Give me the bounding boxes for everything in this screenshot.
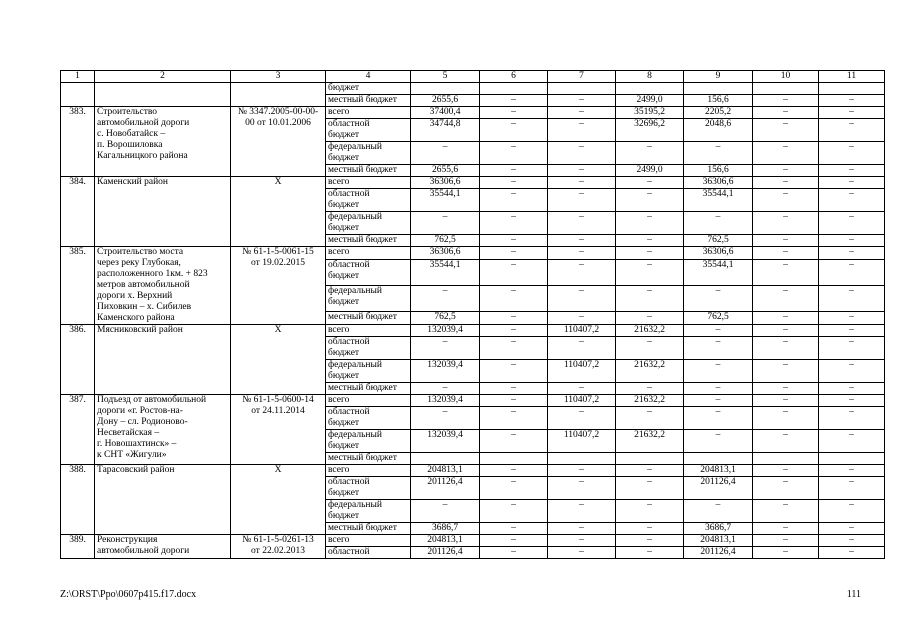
value-cell: [480, 83, 548, 95]
value-cell: 110407,2: [548, 395, 616, 407]
funding-source: местный бюджет: [326, 383, 411, 395]
value-cell: 21632,2: [616, 360, 684, 383]
value-cell: –: [753, 142, 819, 165]
value-cell: –: [480, 325, 548, 337]
value-cell: –: [753, 383, 819, 395]
value-cell: 156,6: [684, 165, 753, 177]
value-cell: –: [480, 142, 548, 165]
value-cell: 2048,6: [684, 119, 753, 142]
value-cell: –: [411, 142, 480, 165]
value-cell: 204813,1: [411, 465, 480, 477]
funding-source: местный бюджет: [326, 453, 411, 465]
value-cell: –: [819, 177, 885, 189]
table-row: [61, 325, 885, 337]
value-cell: –: [684, 142, 753, 165]
object-name: Мясниковский район: [95, 325, 231, 395]
value-cell: 34744,8: [411, 119, 480, 142]
value-cell: –: [548, 285, 616, 311]
value-cell: –: [819, 247, 885, 260]
funding-source: всего: [326, 535, 411, 547]
value-cell: –: [819, 107, 885, 119]
funding-source: областной бюджет: [326, 477, 411, 500]
value-cell: [684, 83, 753, 95]
page-number: 111: [846, 589, 861, 600]
value-cell: –: [480, 430, 548, 453]
table-row: [61, 107, 885, 119]
value-cell: 21632,2: [616, 430, 684, 453]
value-cell: –: [480, 360, 548, 383]
value-cell: –: [616, 235, 684, 247]
value-cell: –: [616, 189, 684, 212]
value-cell: –: [753, 325, 819, 337]
value-cell: [616, 453, 684, 465]
row-number: 389.: [61, 535, 95, 559]
value-cell: –: [548, 165, 616, 177]
value-cell: 132039,4: [411, 325, 480, 337]
value-cell: –: [616, 535, 684, 547]
value-cell: –: [480, 95, 548, 107]
value-cell: –: [616, 212, 684, 235]
document-number: № 61-1-5-0261-13 от 22.02.2013: [231, 535, 326, 559]
column-header: 9: [684, 71, 753, 83]
table-row: [61, 465, 885, 477]
value-cell: 3686,7: [411, 523, 480, 535]
value-cell: –: [819, 325, 885, 337]
value-cell: –: [684, 360, 753, 383]
document-number: Х: [231, 177, 326, 247]
value-cell: –: [819, 523, 885, 535]
value-cell: –: [753, 189, 819, 212]
value-cell: –: [616, 142, 684, 165]
column-header: 3: [231, 71, 326, 83]
value-cell: 2655,6: [411, 165, 480, 177]
value-cell: –: [616, 260, 684, 286]
column-header: 2: [95, 71, 231, 83]
value-cell: –: [616, 465, 684, 477]
value-cell: 32696,2: [616, 119, 684, 142]
funding-source: местный бюджет: [326, 235, 411, 247]
row-number: 387.: [61, 395, 95, 465]
value-cell: 35544,1: [684, 189, 753, 212]
table-row: [61, 247, 885, 260]
value-cell: –: [616, 547, 684, 559]
value-cell: –: [548, 107, 616, 119]
value-cell: [480, 453, 548, 465]
value-cell: 762,5: [411, 311, 480, 324]
value-cell: –: [548, 142, 616, 165]
table-body: [61, 71, 885, 559]
row-number: 384.: [61, 177, 95, 247]
value-cell: –: [753, 95, 819, 107]
value-cell: 201126,4: [684, 547, 753, 559]
funding-source: областной бюджет: [326, 189, 411, 212]
value-cell: –: [548, 260, 616, 286]
value-cell: –: [548, 119, 616, 142]
value-cell: –: [819, 407, 885, 430]
object-name: [95, 83, 231, 107]
value-cell: 2655,6: [411, 95, 480, 107]
funding-source: местный бюджет: [326, 523, 411, 535]
value-cell: –: [753, 260, 819, 286]
value-cell: 37400,4: [411, 107, 480, 119]
value-cell: –: [480, 212, 548, 235]
value-cell: –: [548, 95, 616, 107]
table-row: [61, 177, 885, 189]
value-cell: –: [548, 477, 616, 500]
value-cell: 132039,4: [411, 360, 480, 383]
value-cell: 36306,6: [684, 177, 753, 189]
value-cell: –: [819, 189, 885, 212]
document-number: [231, 83, 326, 107]
value-cell: –: [480, 260, 548, 286]
column-header: 10: [753, 71, 819, 83]
value-cell: –: [819, 165, 885, 177]
value-cell: –: [480, 189, 548, 212]
funding-source: всего: [326, 247, 411, 260]
value-cell: –: [753, 430, 819, 453]
value-cell: –: [753, 523, 819, 535]
value-cell: 156,6: [684, 95, 753, 107]
value-cell: –: [819, 465, 885, 477]
value-cell: [753, 453, 819, 465]
value-cell: –: [548, 337, 616, 360]
row-number: 386.: [61, 325, 95, 395]
funding-source: местный бюджет: [326, 95, 411, 107]
column-header: 11: [819, 71, 885, 83]
object-name: Каменский район: [95, 177, 231, 247]
table-row: [61, 395, 885, 407]
value-cell: –: [753, 311, 819, 324]
value-cell: –: [753, 407, 819, 430]
value-cell: –: [819, 235, 885, 247]
value-cell: [548, 83, 616, 95]
value-cell: –: [480, 383, 548, 395]
funding-source: местный бюджет: [326, 311, 411, 324]
value-cell: –: [411, 383, 480, 395]
value-cell: –: [548, 465, 616, 477]
value-cell: –: [548, 383, 616, 395]
value-cell: –: [548, 177, 616, 189]
value-cell: –: [753, 465, 819, 477]
value-cell: –: [684, 285, 753, 311]
value-cell: –: [684, 407, 753, 430]
value-cell: [616, 83, 684, 95]
value-cell: –: [753, 107, 819, 119]
value-cell: –: [548, 500, 616, 523]
funding-source: областной бюджет: [326, 260, 411, 286]
value-cell: –: [753, 337, 819, 360]
value-cell: –: [684, 395, 753, 407]
row-number: 385.: [61, 247, 95, 325]
document-number: Х: [231, 325, 326, 395]
value-cell: –: [480, 285, 548, 311]
value-cell: –: [411, 407, 480, 430]
value-cell: –: [548, 189, 616, 212]
value-cell: 21632,2: [616, 325, 684, 337]
value-cell: –: [753, 360, 819, 383]
value-cell: 201126,4: [684, 477, 753, 500]
value-cell: –: [819, 212, 885, 235]
value-cell: 204813,1: [684, 535, 753, 547]
value-cell: –: [480, 337, 548, 360]
value-cell: –: [819, 360, 885, 383]
funding-source: областной бюджет: [326, 407, 411, 430]
object-name: Строительство моста через реку Глубокая, расположенного 1км. + 823 метров автомобильной дороги х. Верхний Пиховкин – х. Сибилев Каменского района: [95, 247, 231, 325]
value-cell: –: [753, 395, 819, 407]
value-cell: –: [480, 119, 548, 142]
funding-source: местный бюджет: [326, 165, 411, 177]
funding-source: федеральный бюджет: [326, 500, 411, 523]
funding-source: областной: [326, 547, 411, 559]
value-cell: 35195,2: [616, 107, 684, 119]
document-number: № 61-1-5-0600-14 от 24.11.2014: [231, 395, 326, 465]
value-cell: –: [548, 235, 616, 247]
value-cell: –: [616, 523, 684, 535]
object-name: Подъезд от автомобильной дороги «г. Ростов-на- Дону – сл. Родионово- Несветайская – г. Новошахтинск» – к СНТ «Жигули»: [95, 395, 231, 465]
value-cell: 36306,6: [411, 247, 480, 260]
value-cell: –: [753, 477, 819, 500]
value-cell: –: [819, 477, 885, 500]
value-cell: –: [411, 285, 480, 311]
row-number: 383.: [61, 107, 95, 177]
funding-source: федеральный бюджет: [326, 430, 411, 453]
value-cell: –: [684, 325, 753, 337]
value-cell: –: [411, 337, 480, 360]
value-cell: –: [819, 95, 885, 107]
value-cell: –: [411, 500, 480, 523]
value-cell: 36306,6: [411, 177, 480, 189]
value-cell: –: [616, 247, 684, 260]
value-cell: [548, 453, 616, 465]
value-cell: 762,5: [411, 235, 480, 247]
budget-table: [60, 70, 885, 559]
value-cell: 132039,4: [411, 395, 480, 407]
value-cell: –: [548, 407, 616, 430]
funding-source: областной бюджет: [326, 337, 411, 360]
value-cell: [819, 453, 885, 465]
value-cell: –: [616, 383, 684, 395]
value-cell: 762,5: [684, 311, 753, 324]
value-cell: 36306,6: [684, 247, 753, 260]
table-row: [61, 535, 885, 547]
value-cell: [753, 83, 819, 95]
value-cell: –: [480, 395, 548, 407]
value-cell: –: [480, 500, 548, 523]
value-cell: –: [753, 235, 819, 247]
value-cell: –: [819, 119, 885, 142]
funding-source: областной бюджет: [326, 119, 411, 142]
value-cell: 204813,1: [684, 465, 753, 477]
value-cell: –: [753, 500, 819, 523]
object-name: Строительство автомобильной дороги с. Новобатайск – п. Ворошиловка Кагальницкого района: [95, 107, 231, 177]
value-cell: –: [480, 235, 548, 247]
value-cell: –: [480, 311, 548, 324]
value-cell: [819, 83, 885, 95]
value-cell: –: [753, 119, 819, 142]
column-header: 5: [411, 71, 480, 83]
value-cell: 21632,2: [616, 395, 684, 407]
value-cell: –: [819, 285, 885, 311]
value-cell: [411, 453, 480, 465]
value-cell: 132039,4: [411, 430, 480, 453]
value-cell: –: [684, 430, 753, 453]
value-cell: –: [548, 547, 616, 559]
value-cell: –: [480, 177, 548, 189]
value-cell: –: [616, 337, 684, 360]
value-cell: 2499,0: [616, 95, 684, 107]
value-cell: –: [684, 212, 753, 235]
value-cell: –: [616, 177, 684, 189]
column-header: 1: [61, 71, 95, 83]
value-cell: –: [753, 212, 819, 235]
value-cell: –: [480, 465, 548, 477]
funding-source: федеральный бюджет: [326, 360, 411, 383]
value-cell: –: [753, 547, 819, 559]
value-cell: –: [480, 477, 548, 500]
funding-source: бюджет: [326, 83, 411, 95]
value-cell: –: [819, 395, 885, 407]
value-cell: –: [480, 407, 548, 430]
value-cell: 110407,2: [548, 360, 616, 383]
value-cell: –: [819, 547, 885, 559]
value-cell: 35544,1: [684, 260, 753, 286]
value-cell: –: [684, 337, 753, 360]
row-number: 388.: [61, 465, 95, 535]
value-cell: 2205,2: [684, 107, 753, 119]
file-path: Z:\ORST\Ppo\0607p415.f17.docx: [60, 589, 197, 600]
value-cell: 204813,1: [411, 535, 480, 547]
funding-source: всего: [326, 107, 411, 119]
value-cell: –: [819, 260, 885, 286]
value-cell: –: [616, 500, 684, 523]
value-cell: –: [753, 535, 819, 547]
value-cell: –: [684, 500, 753, 523]
value-cell: –: [819, 142, 885, 165]
funding-source: всего: [326, 465, 411, 477]
value-cell: –: [753, 247, 819, 260]
table-row: [61, 83, 885, 95]
row-number: [61, 83, 95, 107]
funding-source: всего: [326, 395, 411, 407]
column-header: 8: [616, 71, 684, 83]
value-cell: –: [819, 500, 885, 523]
value-cell: 35544,1: [411, 189, 480, 212]
document-number: № 61-1-5-0061-15 от 19.02.2015: [231, 247, 326, 325]
value-cell: –: [753, 165, 819, 177]
funding-source: всего: [326, 325, 411, 337]
value-cell: –: [819, 337, 885, 360]
value-cell: –: [411, 212, 480, 235]
value-cell: –: [616, 407, 684, 430]
value-cell: –: [616, 311, 684, 324]
value-cell: –: [616, 285, 684, 311]
value-cell: –: [819, 383, 885, 395]
object-name: Реконструкция автомобильной дороги: [95, 535, 231, 559]
value-cell: 762,5: [684, 235, 753, 247]
value-cell: –: [819, 535, 885, 547]
column-header: 4: [326, 71, 411, 83]
value-cell: –: [480, 107, 548, 119]
document-number: Х: [231, 465, 326, 535]
value-cell: –: [480, 523, 548, 535]
header-row: [61, 71, 885, 83]
value-cell: 2499,0: [616, 165, 684, 177]
funding-source: федеральный бюджет: [326, 285, 411, 311]
value-cell: –: [753, 177, 819, 189]
value-cell: –: [480, 247, 548, 260]
value-cell: 35544,1: [411, 260, 480, 286]
value-cell: –: [480, 547, 548, 559]
funding-source: всего: [326, 177, 411, 189]
value-cell: –: [753, 285, 819, 311]
value-cell: 201126,4: [411, 547, 480, 559]
value-cell: –: [548, 311, 616, 324]
value-cell: –: [480, 535, 548, 547]
value-cell: –: [616, 477, 684, 500]
funding-source: федеральный бюджет: [326, 212, 411, 235]
column-header: 7: [548, 71, 616, 83]
value-cell: –: [819, 311, 885, 324]
value-cell: –: [548, 523, 616, 535]
value-cell: 3686,7: [684, 523, 753, 535]
value-cell: [684, 453, 753, 465]
value-cell: –: [480, 165, 548, 177]
value-cell: –: [819, 430, 885, 453]
value-cell: 110407,2: [548, 325, 616, 337]
object-name: Тарасовский район: [95, 465, 231, 535]
value-cell: –: [684, 383, 753, 395]
value-cell: 201126,4: [411, 477, 480, 500]
value-cell: –: [548, 212, 616, 235]
value-cell: –: [548, 535, 616, 547]
column-header: 6: [480, 71, 548, 83]
value-cell: 110407,2: [548, 430, 616, 453]
value-cell: [411, 83, 480, 95]
document-number: № 3347.2005-00-00- 00 от 10.01.2006: [231, 107, 326, 177]
value-cell: –: [548, 247, 616, 260]
funding-source: федеральный бюджет: [326, 142, 411, 165]
